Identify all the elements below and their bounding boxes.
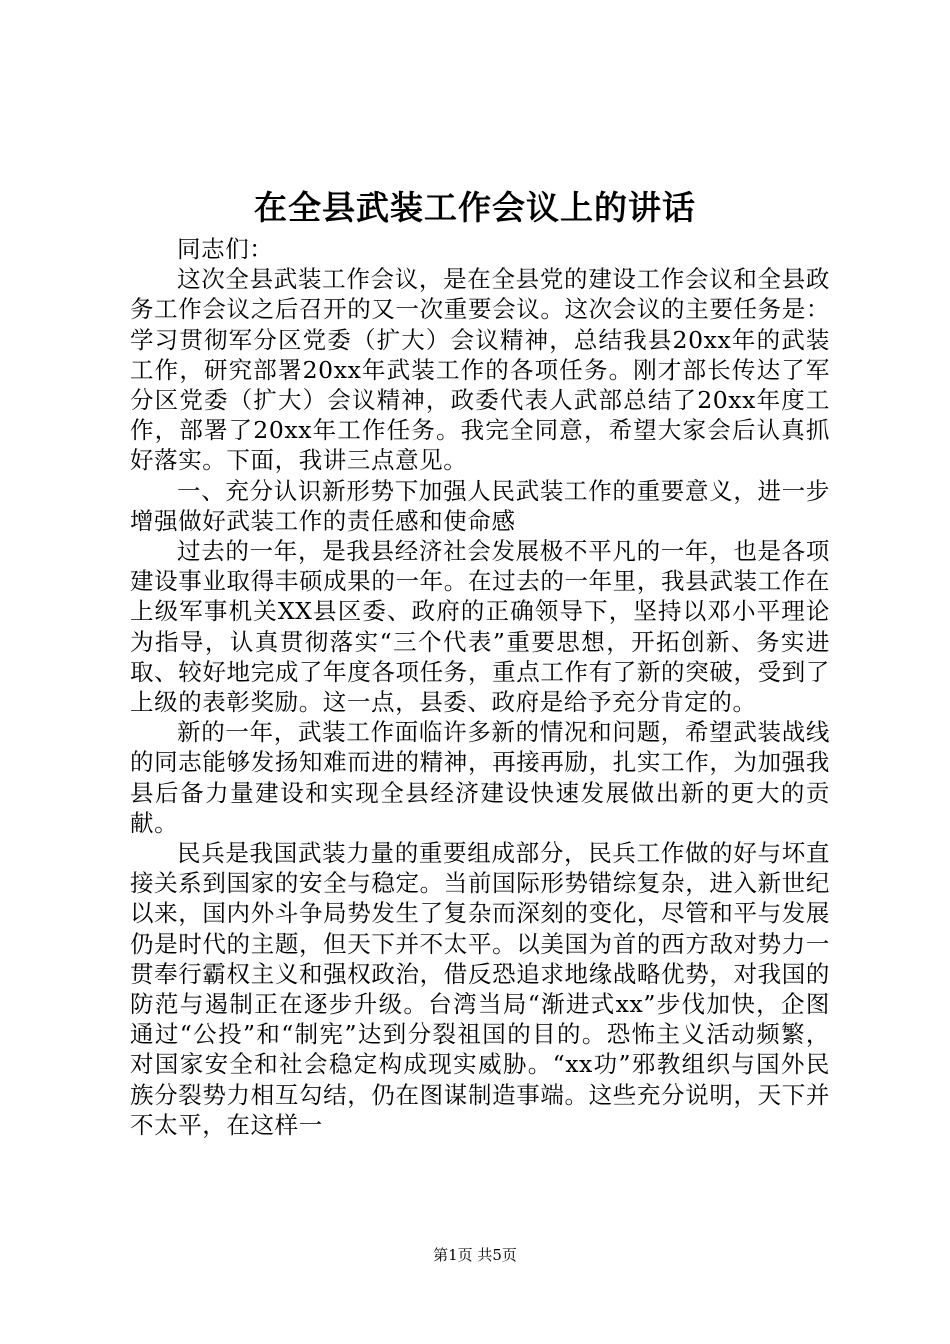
salutation-paragraph: 同志们： (177, 235, 274, 263)
body-paragraph: 过去的一年，是我县经济社会发展极不平凡的一年，也是各项建设事业取得丰硕成果的一年。在过去的一年里，我县武装工作在上级军事机关XX县区委、政府的正确领导下，坚持以邓小平理论为指导，认真贯彻落实“三个代表”重要思想，开拓创新、务实进取、较好地完成了年度各项任务，重点工作有了新的突破，受到了上级的表彰奖励。这一点，县委、政府是给予充分肯定的。 (130, 537, 830, 717)
body-paragraph: 民兵是我国武装力量的重要组成部分，民兵工作做的好与坏直接关系到国家的安全与稳定。当前国际形势错综复杂，进入新世纪以来，国内外斗争局势发生了复杂而深刻的变化，尽管和平与发展仍是时代的主题，但天下并不太平。以美国为首的西方敌对势力一贯奉行霸权主义和强权政治，借反恐追求地缘战略优势，对我国的防范与遏制正在逐步升级。台湾当局“渐进式xx”步伐加快，企图通过“公投”和“制宪”达到分裂祖国的目的。恐怖主义活动频繁，对国家安全和社会稳定构成现实威胁。“xx功”邪教组织与国外民族分裂势力相互勾结，仍在图谋制造事端。这些充分说明，天下并不太平，在这样一 (130, 839, 830, 1139)
page-title: 在全县武装工作会议上的讲话 (254, 188, 696, 227)
page-number-footer: 第1页 共5页 (433, 1246, 517, 1264)
section-heading-paragraph: 一、充分认识新形势下加强人民武装工作的重要意义，进一步增强做好武装工作的责任感和使命感 (130, 476, 830, 535)
document-body (130, 234, 830, 1140)
body-paragraph: 新的一年，武装工作面临许多新的情况和问题，希望武装战线的同志能够发扬知难而进的精神，再接再励，扎实工作，为加强我县后备力量建设和实现全县经济建设快速发展做出新的更大的贡献。 (130, 718, 830, 837)
body-paragraph: 这次全县武装工作会议，是在全县党的建设工作会议和全县政务工作会议之后召开的又一次重要会议。这次会议的主要任务是：学习贯彻军分区党委（扩大）会议精神，总结我县20xx年的武装工作，研究部署20xx年武装工作的各项任务。刚才部长传达了军分区党委（扩大）会议精神，政委代表人武部总结了20xx年度工作，部署了20xx年工作任务。我完全同意，希望大家会后认真抓好落实。下面，我讲三点意见。 (130, 265, 830, 475)
